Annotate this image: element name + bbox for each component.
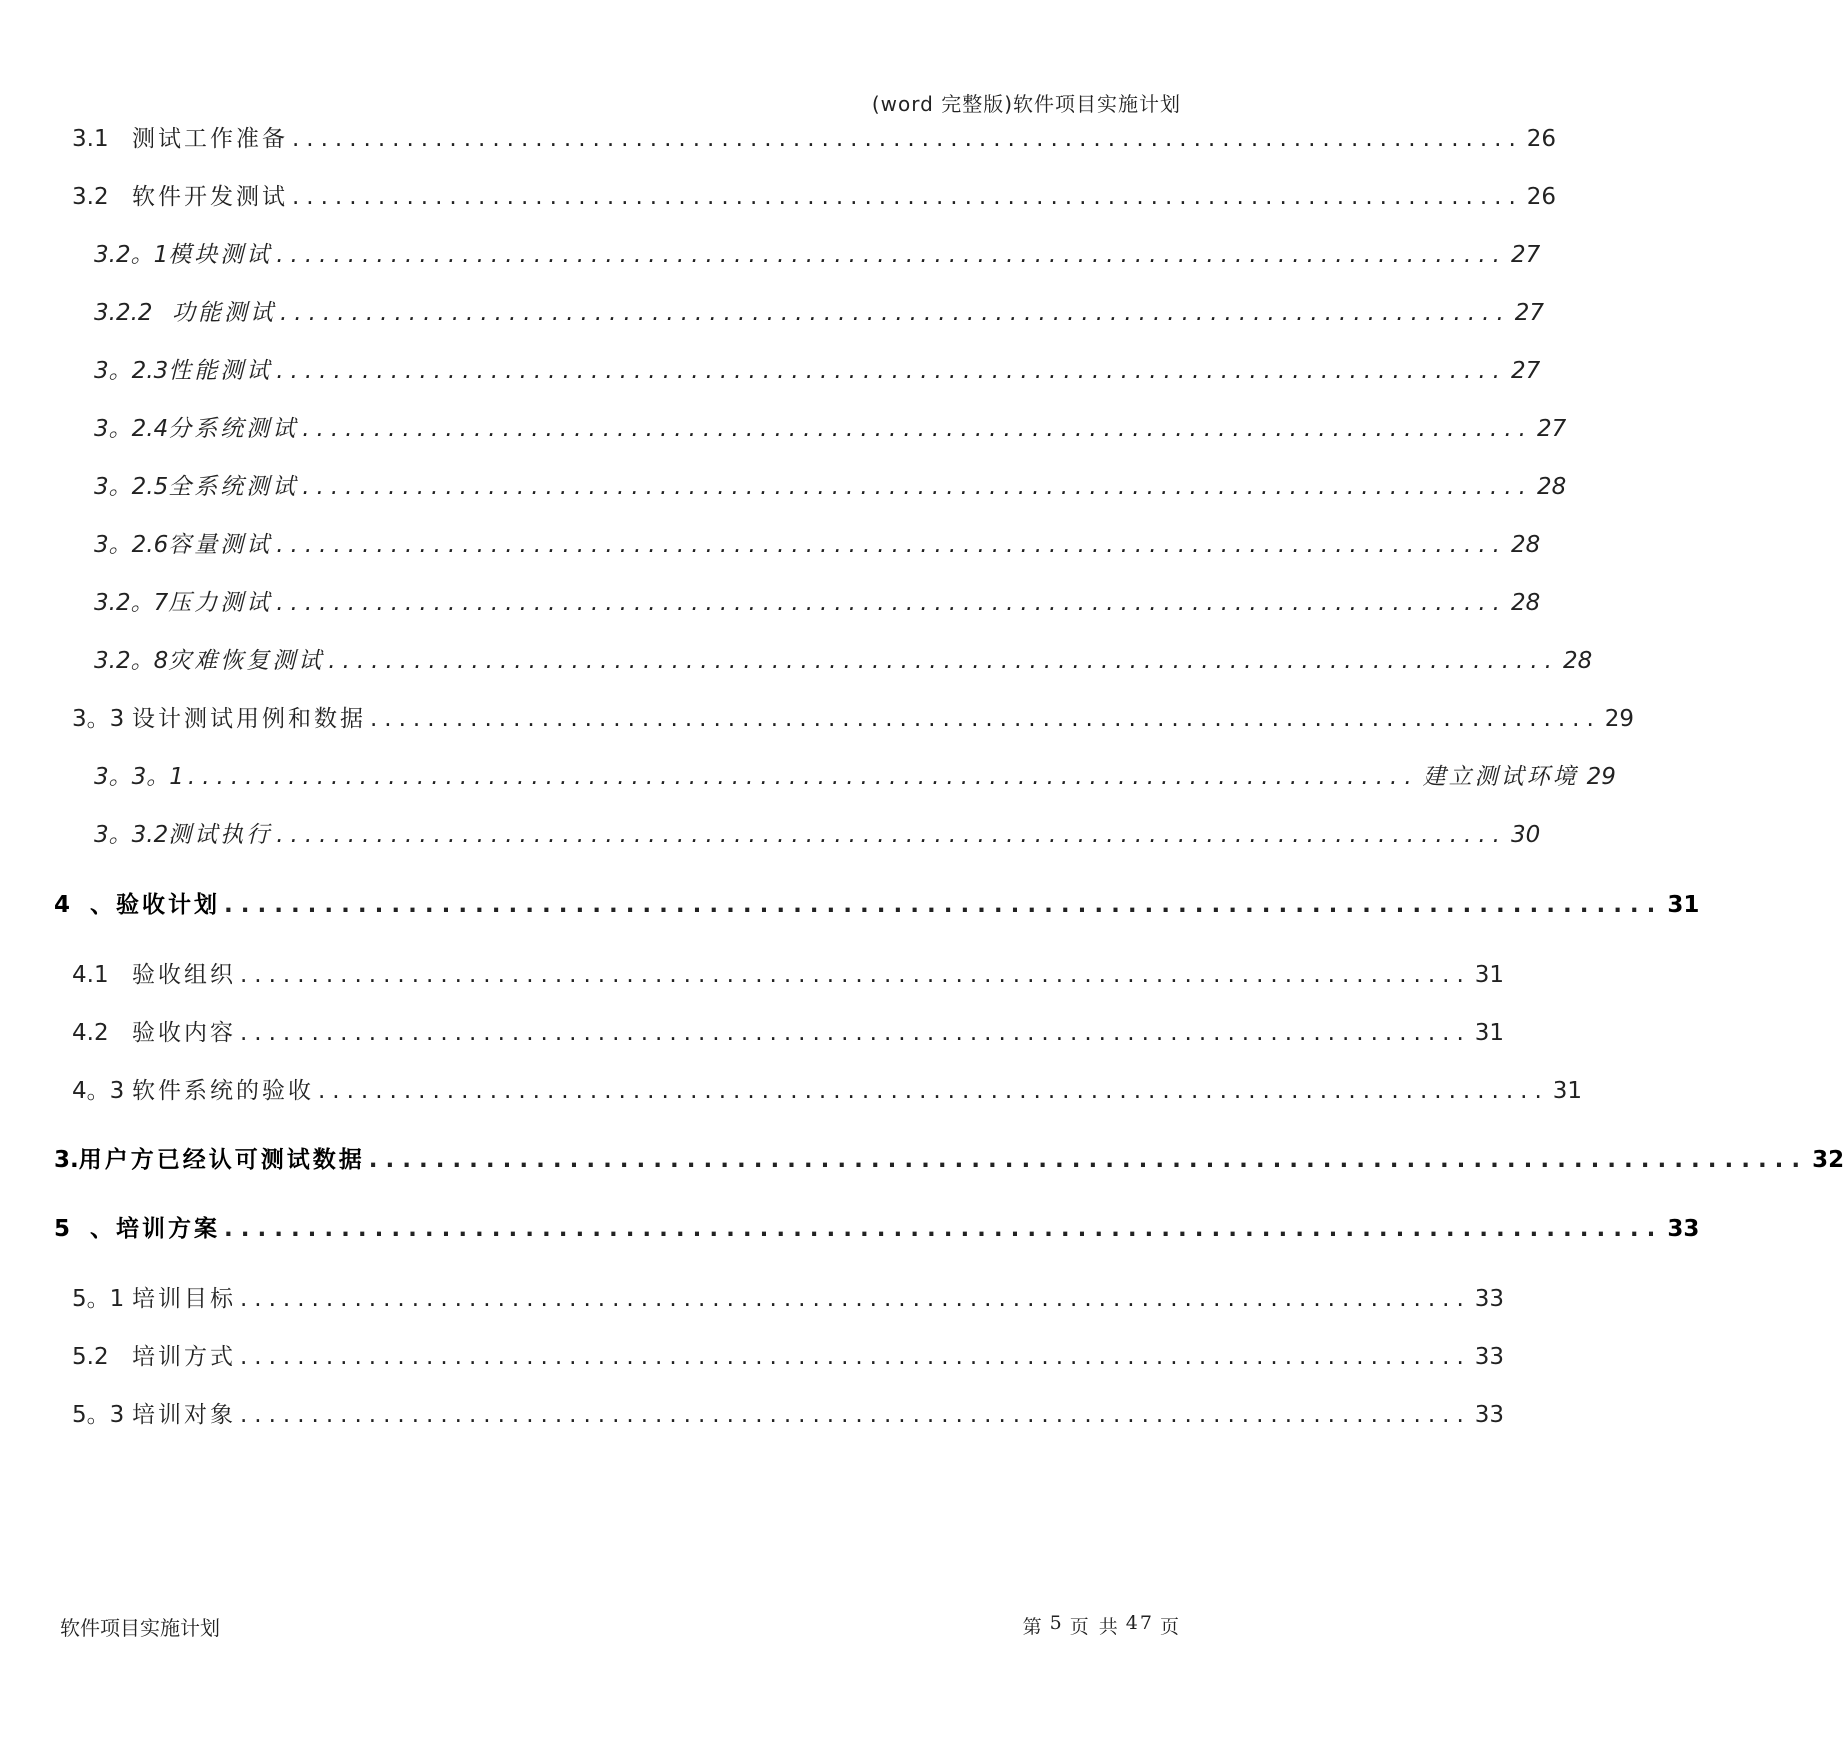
- toc-leader: ......................................................................................: [292, 184, 1523, 210]
- toc-title: 设计测试用例和数据: [132, 706, 366, 732]
- toc-number: 3.2.2: [94, 300, 153, 326]
- toc-number: 3。2.5: [94, 474, 169, 500]
- toc-title: 培训对象: [132, 1402, 236, 1428]
- toc-page-number: 29: [1586, 764, 1616, 790]
- toc-entry[interactable]: [72, 1014, 1505, 1047]
- toc-page-number: 33: [1474, 1286, 1505, 1312]
- toc-number: 3。3: [72, 706, 125, 732]
- page-label-mid: 页 共: [1069, 1616, 1120, 1638]
- toc-page-number: 32: [1812, 1147, 1844, 1173]
- toc-number: 5。3: [72, 1402, 125, 1428]
- toc-page-number: 30: [1510, 822, 1541, 848]
- toc-entry[interactable]: [72, 700, 1635, 733]
- toc-title: 测试工作准备: [132, 126, 288, 152]
- toc-title: 培训方式: [132, 1344, 236, 1370]
- toc-number: 5.2: [72, 1344, 109, 1370]
- toc-number: 3.: [54, 1147, 79, 1173]
- toc-title: 全系统测试: [168, 474, 299, 500]
- toc-page-number: 26: [1526, 184, 1557, 210]
- toc-number: 3。2.4: [94, 416, 169, 442]
- page-label-suffix: 页: [1159, 1616, 1181, 1638]
- toc-entry[interactable]: [94, 410, 1567, 443]
- current-page-number: 5: [1049, 1612, 1064, 1634]
- toc-page-number: 27: [1536, 416, 1567, 442]
- toc-title: 、培训方案: [90, 1216, 220, 1242]
- toc-entry[interactable]: [72, 1280, 1505, 1313]
- toc-title: 软件系统的验收: [132, 1078, 314, 1104]
- toc-leader: ......................................................................................: [224, 1216, 1664, 1242]
- toc-title: 培训目标: [132, 1286, 236, 1312]
- toc-title: 测试执行: [168, 822, 273, 848]
- toc-entry[interactable]: [94, 236, 1541, 269]
- toc-title: 建立测试环境: [1422, 764, 1579, 790]
- toc-page-number: 33: [1474, 1402, 1505, 1428]
- toc-number: 5。1: [72, 1286, 125, 1312]
- toc-page-number: 28: [1510, 590, 1541, 616]
- toc-leader: ......................................................................................: [240, 1402, 1471, 1428]
- toc-entry[interactable]: [94, 758, 1616, 791]
- toc-number: 4.2: [72, 1020, 109, 1046]
- toc-number: 4。3: [72, 1078, 125, 1104]
- toc-leader: ......................................................................................: [240, 1020, 1471, 1046]
- toc-title: 分系统测试: [168, 416, 299, 442]
- toc-number: 3.2: [72, 184, 109, 210]
- toc-leader: ......................................................................................: [292, 126, 1523, 152]
- toc-page-number: 28: [1510, 532, 1541, 558]
- toc-number: 3。2.3: [94, 358, 169, 384]
- toc-number: 3.2。7: [94, 590, 169, 616]
- toc-entry[interactable]: [94, 294, 1545, 327]
- toc-number: 3。2.6: [94, 532, 169, 558]
- toc-page-number: 31: [1474, 1020, 1505, 1046]
- total-pages-number: 47: [1125, 1612, 1154, 1634]
- toc-number: 4: [54, 892, 71, 918]
- toc-entry[interactable]: [72, 178, 1557, 211]
- footer-doc-title: 软件项目实施计划: [60, 1616, 220, 1640]
- page-label-prefix: 第: [1022, 1616, 1044, 1638]
- toc-entry-chapter[interactable]: [54, 886, 1700, 919]
- toc-leader: ......................................................................................: [240, 962, 1471, 988]
- toc-number: 3.2。1: [94, 242, 169, 268]
- toc-number: 3.2。8: [94, 648, 169, 674]
- toc-leader: ......................................................................................: [280, 300, 1511, 326]
- toc-page-number: 27: [1510, 358, 1541, 384]
- toc-number: 3。3。1: [94, 764, 184, 790]
- toc-entry-chapter[interactable]: [54, 1210, 1700, 1243]
- toc-page-number: 31: [1474, 962, 1505, 988]
- toc-entry[interactable]: [94, 468, 1567, 501]
- toc-entry[interactable]: [72, 1396, 1505, 1429]
- toc-entry[interactable]: [94, 352, 1541, 385]
- toc-title: 功能测试: [172, 300, 276, 326]
- toc-number: 3。3.2: [94, 822, 169, 848]
- toc-title: 容量测试: [168, 532, 273, 558]
- toc-leader: ......................................................................................: [276, 590, 1507, 616]
- toc-title: 压力测试: [168, 590, 273, 616]
- toc-number: 4.1: [72, 962, 109, 988]
- running-header: (word 完整版)软件项目实施计划: [871, 92, 1181, 116]
- toc-page-number: 31: [1552, 1078, 1583, 1104]
- toc-entry[interactable]: [72, 1338, 1505, 1371]
- toc-entry[interactable]: [72, 956, 1505, 989]
- toc-page-number: 28: [1536, 474, 1567, 500]
- toc-page-number: 33: [1474, 1344, 1505, 1370]
- toc-page-number: 27: [1510, 242, 1541, 268]
- toc-leader: ......................................................................................: [276, 532, 1507, 558]
- toc-entry-chapter[interactable]: [54, 1141, 1844, 1174]
- toc-entry[interactable]: [72, 1072, 1583, 1105]
- toc-leader: ......................................................................................: [276, 822, 1507, 848]
- toc-page-number: 26: [1526, 126, 1557, 152]
- toc-entry[interactable]: [94, 816, 1541, 849]
- toc-title: 灾难恢复测试: [168, 648, 325, 674]
- toc-title: 、验收计划: [90, 892, 220, 918]
- toc-number: 3.1: [72, 126, 109, 152]
- toc-leader: ......................................................................................: [224, 892, 1664, 918]
- toc-leader: ......................................................................................: [240, 1286, 1471, 1312]
- toc-leader: ......................................................................................: [370, 706, 1601, 732]
- toc-page-number: 28: [1562, 648, 1593, 674]
- footer-page-indicator: [1023, 1612, 1181, 1639]
- toc-leader: ......................................................................................: [368, 1147, 1809, 1173]
- toc-entry[interactable]: [94, 526, 1541, 559]
- toc-title: 软件开发测试: [132, 184, 288, 210]
- toc-page-number: 33: [1667, 1216, 1700, 1242]
- toc-entry[interactable]: [94, 642, 1593, 675]
- toc-title: 验收内容: [132, 1020, 236, 1046]
- toc-leader: ......................................................................................: [302, 474, 1533, 500]
- toc-leader: ......................................................................................: [318, 1078, 1549, 1104]
- toc-title: 验收组织: [132, 962, 236, 988]
- toc-entry[interactable]: [94, 584, 1541, 617]
- toc-leader: ......................................................................................: [302, 416, 1533, 442]
- toc-title: 模块测试: [168, 242, 273, 268]
- toc-number: 5: [54, 1216, 71, 1242]
- toc-page-number: 27: [1514, 300, 1545, 326]
- toc-title: 性能测试: [168, 358, 273, 384]
- toc-leader: ......................................................................................: [276, 358, 1507, 384]
- toc-page-number: 31: [1667, 892, 1700, 918]
- toc-leader: ......................................................................................: [240, 1344, 1471, 1370]
- toc-page-number: 29: [1604, 706, 1635, 732]
- toc-leader: ......................................................................................: [276, 242, 1507, 268]
- toc-leader: ......................................................................................: [328, 648, 1559, 674]
- toc-leader: ......................................................................................: [187, 764, 1419, 790]
- toc-entry[interactable]: [72, 120, 1557, 153]
- toc-title: 用户方已经认可测试数据: [78, 1147, 365, 1173]
